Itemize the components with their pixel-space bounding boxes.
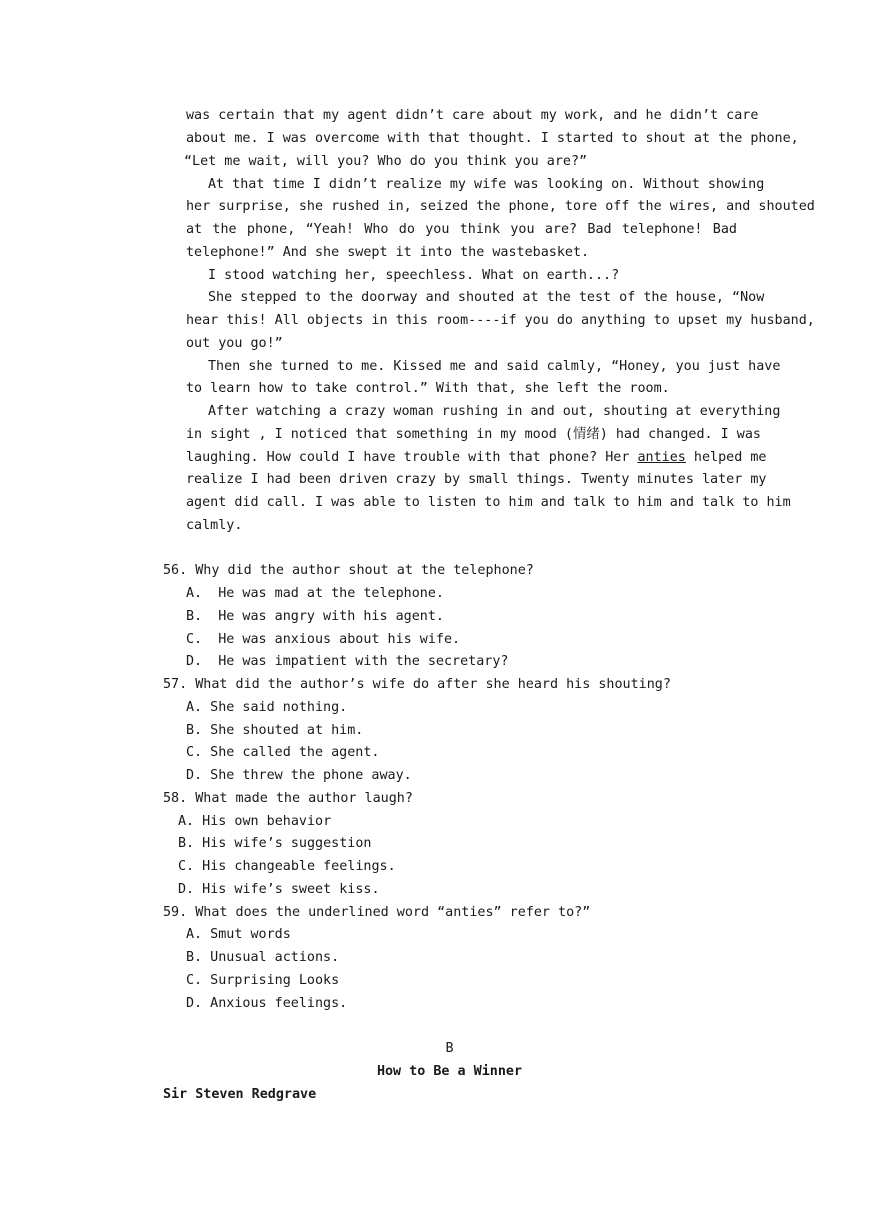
passage-line: out you go!” bbox=[186, 336, 283, 351]
question-stem: 58. What made the author laugh? bbox=[163, 791, 413, 806]
section-author: Sir Steven Redgrave bbox=[163, 1087, 317, 1102]
option-b: B. Unusual actions. bbox=[186, 950, 340, 965]
option-d: D. Anxious feelings. bbox=[186, 996, 348, 1011]
option-c: C. He was anxious about his wife. bbox=[186, 632, 461, 647]
option-c: C. Surprising Looks bbox=[186, 973, 340, 988]
passage-line: She stepped to the doorway and shouted at the test of the house, “Now bbox=[208, 290, 765, 305]
passage-line: “Let me wait, will you? Who do you think you are?” bbox=[184, 154, 588, 169]
option-c: C. His changeable feelings. bbox=[178, 859, 396, 874]
option-d: D. His wife’s sweet kiss. bbox=[178, 882, 380, 897]
question-stem: 57. What did the author’s wife do after she heard his shouting? bbox=[163, 677, 671, 692]
option-a: A. His own behavior bbox=[178, 814, 332, 829]
passage-line-with-underline bbox=[186, 449, 767, 467]
passage-text: helped me bbox=[685, 450, 767, 465]
passage-line: agent did call. I was able to listen to him and talk to him and talk to him bbox=[186, 495, 791, 510]
passage-line: After watching a crazy woman rushing in and out, shouting at everything bbox=[208, 404, 781, 419]
passage-line: about me. I was overcome with that thought. I started to shout at the phone, bbox=[186, 131, 799, 146]
passage-line: was certain that my agent didn’t care about my work, and he didn’t care bbox=[186, 108, 759, 123]
passage-line: in sight , I noticed that something in my mood (情绪) had changed. I was bbox=[186, 427, 761, 442]
option-a: A. He was mad at the telephone. bbox=[186, 586, 444, 601]
passage-line: At that time I didn’t realize my wife was looking on. Without showing bbox=[208, 177, 765, 192]
option-a: A. Smut words bbox=[186, 927, 291, 942]
passage-line: her surprise, she rushed in, seized the phone, tore off the wires, and shouted bbox=[186, 199, 815, 214]
passage-line: calmly. bbox=[186, 518, 243, 533]
passage-line: to learn how to take control.” With that, she left the room. bbox=[186, 381, 670, 396]
option-b: B. He was angry with his agent. bbox=[186, 609, 444, 624]
underlined-word: anties bbox=[637, 450, 686, 465]
section-letter: B bbox=[445, 1041, 454, 1056]
option-d: D. He was impatient with the secretary? bbox=[186, 654, 509, 669]
passage-line: Then she turned to me. Kissed me and said calmly, “Honey, you just have bbox=[208, 359, 781, 374]
passage-line: realize I had been driven crazy by small things. Twenty minutes later my bbox=[186, 472, 767, 487]
passage-line: telephone!” And she swept it into the wastebasket. bbox=[186, 245, 590, 260]
option-a: A. She said nothing. bbox=[186, 700, 348, 715]
passage-line: hear this! All objects in this room----if you do anything to upset my husband, bbox=[186, 313, 815, 328]
question-stem: 56. Why did the author shout at the telephone? bbox=[163, 563, 534, 578]
option-b: B. She shouted at him. bbox=[186, 723, 364, 738]
passage-text: laughing. How could I have trouble with that phone? Her bbox=[186, 450, 638, 465]
option-b: B. His wife’s suggestion bbox=[178, 836, 372, 851]
option-c: C. She called the agent. bbox=[186, 745, 380, 760]
passage-line: I stood watching her, speechless. What on earth...? bbox=[208, 268, 620, 283]
option-d: D. She threw the phone away. bbox=[186, 768, 412, 783]
passage-line: at the phone, “Yeah! Who do you think you are? Bad telephone! Bad bbox=[186, 222, 737, 237]
question-stem: 59. What does the underlined word “anties” refer to?” bbox=[163, 905, 591, 920]
section-title: How to Be a Winner bbox=[376, 1064, 523, 1079]
